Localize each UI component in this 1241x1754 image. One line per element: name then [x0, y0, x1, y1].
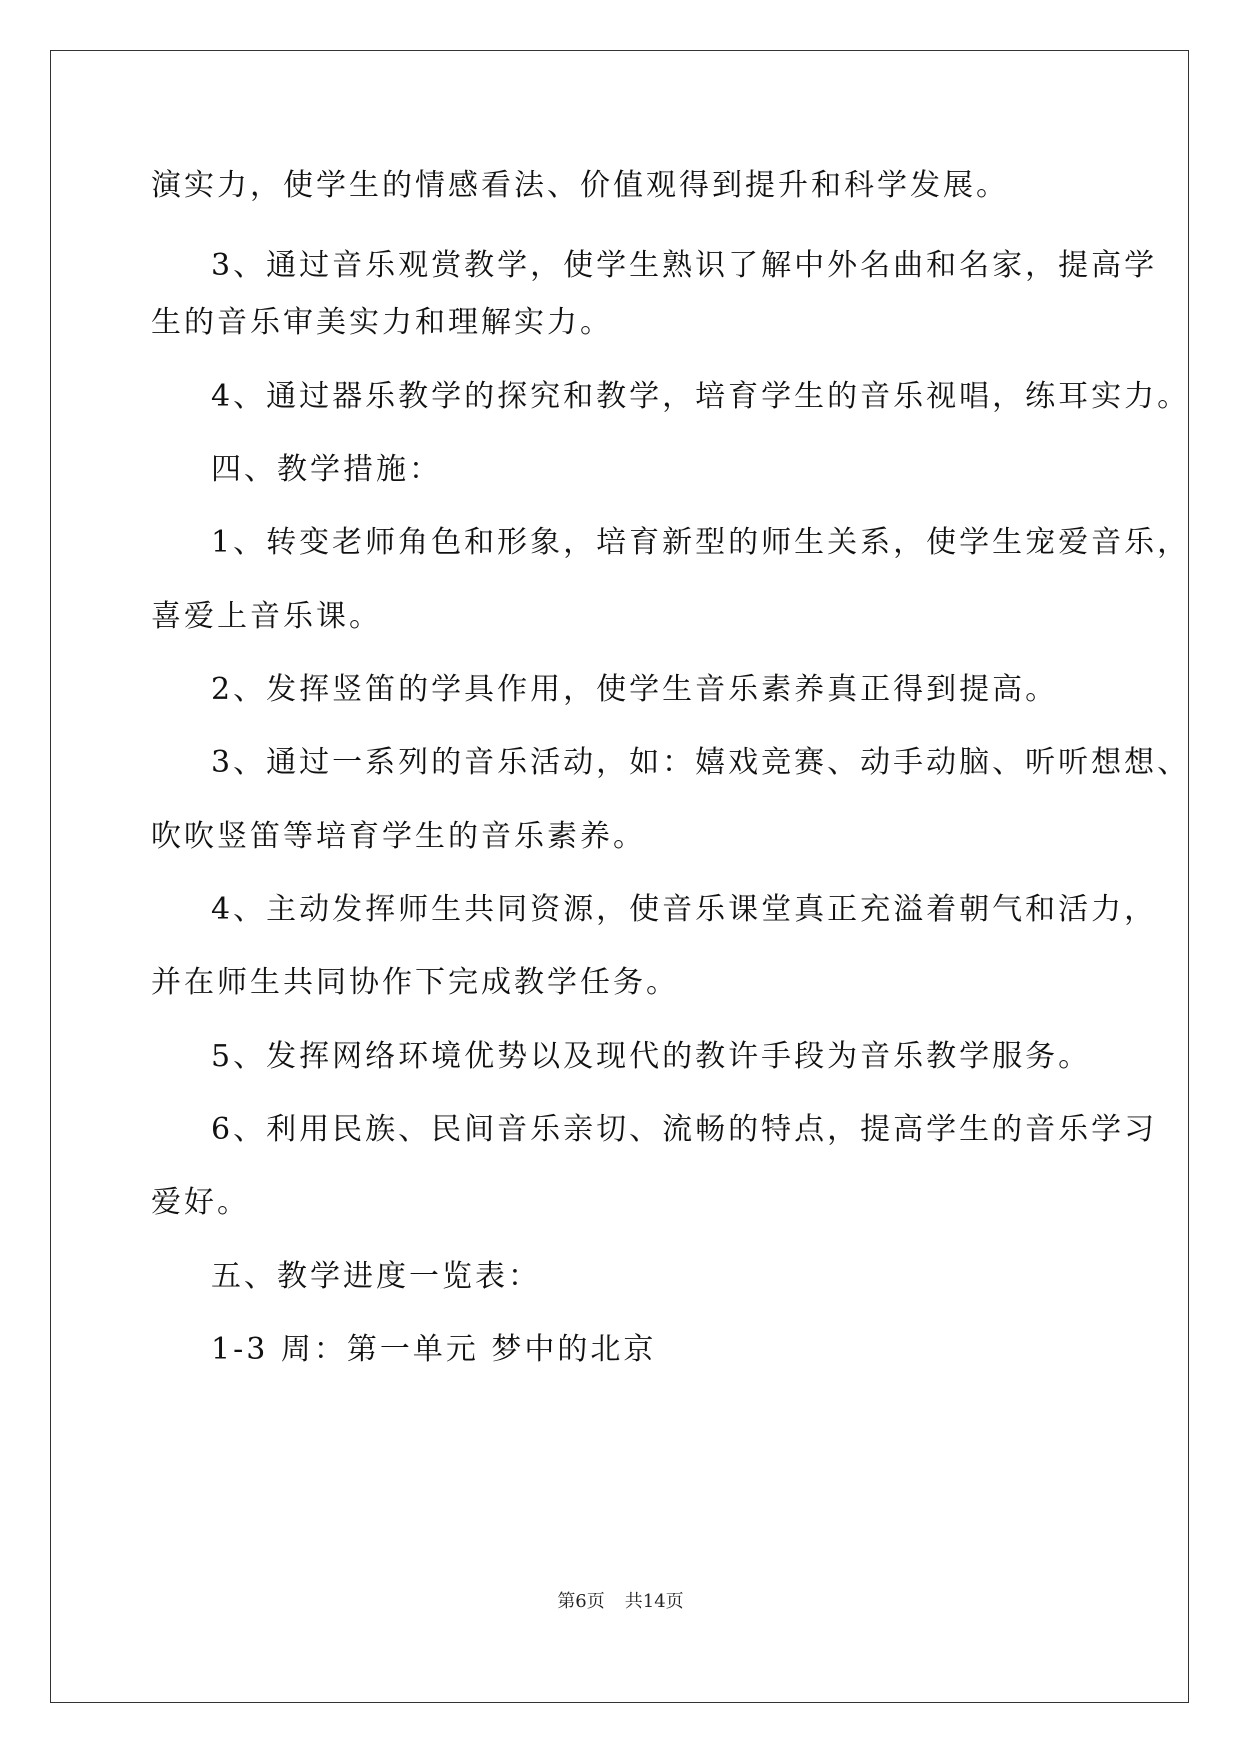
- section-heading: 五、教学进度一览表：: [211, 1259, 541, 1294]
- text-line: 3、通过音乐观赏教学，使学生熟识了解中外名曲和名家，提高学: [211, 248, 1158, 283]
- text-line: 4、主动发挥师生共同资源，使音乐课堂真正充溢着朝气和活力，: [211, 892, 1158, 927]
- section-heading: 四、教学措施：: [211, 452, 442, 487]
- text-line: 5、发挥网络环境优势以及现代的教许手段为音乐教学服务。: [211, 1039, 1092, 1074]
- text-line: 爱好。: [151, 1185, 250, 1220]
- text-line: 2、发挥竖笛的学具作用，使学生音乐素养真正得到提高。: [211, 672, 1059, 707]
- page-number-total: 共14页: [624, 1591, 684, 1612]
- page-number-current: 第6页: [557, 1591, 605, 1612]
- page-footer: [0, 1587, 1241, 1613]
- text-line: 1、转变老师角色和形象，培育新型的师生关系，使学生宠爱音乐，: [211, 525, 1191, 560]
- text-line: 并在师生共同协作下完成教学任务。: [151, 965, 679, 1000]
- text-line: 3、通过一系列的音乐活动，如：嬉戏竞赛、动手动脑、听听想想、: [211, 745, 1191, 780]
- page-border: [50, 50, 1189, 1703]
- text-line: 喜爱上音乐课。: [151, 599, 382, 634]
- text-line: 4、通过器乐教学的探究和教学，培育学生的音乐视唱，练耳实力。: [211, 379, 1191, 414]
- text-line: 6、利用民族、民间音乐亲切、流畅的特点，提高学生的音乐学习: [211, 1112, 1158, 1147]
- text-line: 演实力，使学生的情感看法、价值观得到提升和科学发展。: [151, 168, 1009, 203]
- text-line: 生的音乐审美实力和理解实力。: [151, 305, 613, 340]
- text-line: 1-3 周：第一单元 梦中的北京: [211, 1332, 657, 1367]
- text-line: 吹吹竖笛等培育学生的音乐素养。: [151, 819, 646, 854]
